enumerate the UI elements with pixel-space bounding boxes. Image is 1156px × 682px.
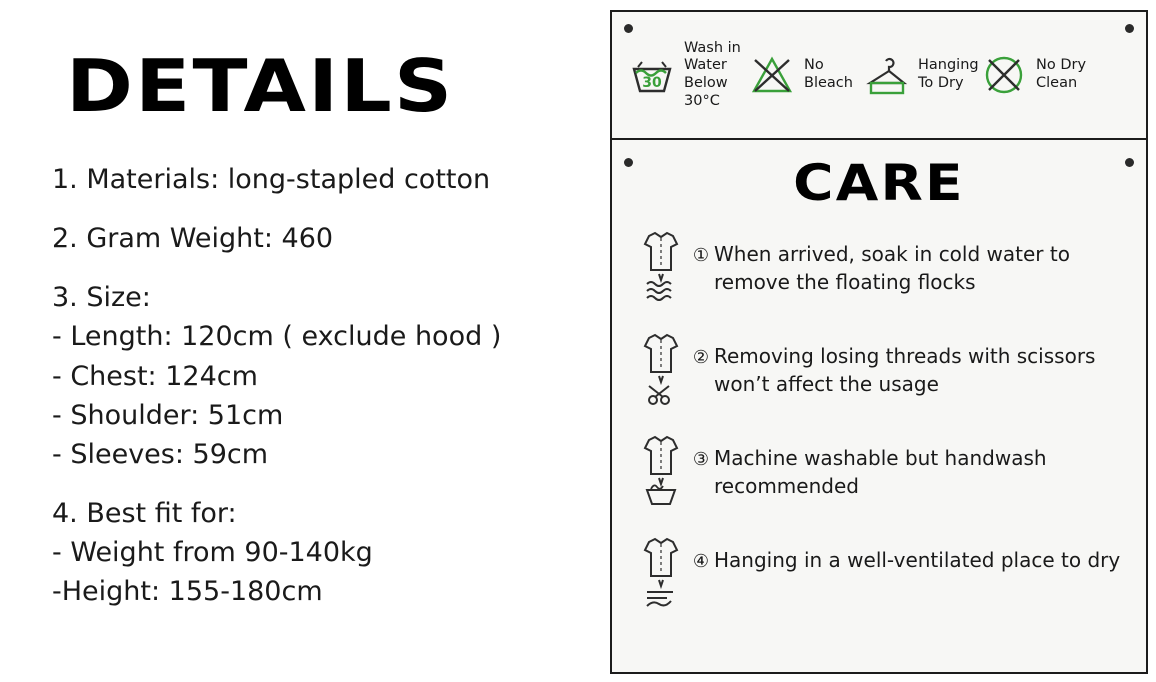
details-item-materials: 1. Materials: long-stapled cotton [52,164,491,195]
screw-dot-top-right-icon [1125,24,1134,33]
wash-symbol-label-3: Hanging To Dry [918,57,979,91]
care-list-item [612,534,1146,610]
details-item-best-fit-heading: 4. Best fit for: [52,497,237,529]
care-item-text: Hanging in a well-ventilated place to dry [714,548,1121,572]
wash-symbol-label-4: No Dry Clean [1036,57,1087,91]
shirt-air-dry-icon [634,534,688,610]
details-list [52,160,592,611]
care-item-number: ③ [692,449,710,470]
care-panel [610,10,1148,674]
wash-symbol-label-1: Wash in Water Below 30°C [684,39,741,109]
screw-dot-top-left-icon [624,24,633,33]
details-item-height-range: -Height: 155-180cm [52,576,323,608]
care-item-text: Machine washable but handwash recommended [714,446,1047,498]
shirt-soak-water-icon [634,228,688,304]
wash-symbol-no-bleach [746,49,856,101]
care-section [612,140,1146,672]
details-item-gram-weight: 2. Gram Weight: 460 [52,223,334,255]
shirt-handwash-icon [634,432,688,508]
wash-symbols-strip [612,12,1146,140]
wash-symbol-hang-dry [860,49,979,101]
care-list-item [612,432,1146,508]
hanging-to-dry-hanger-icon [860,49,912,101]
wash-symbol-label-2: No Bleach [804,57,853,91]
care-item-number: ② [692,347,710,368]
details-item-length: - Length: 120cm ( exclude hood ) [52,321,502,353]
care-list-item [612,228,1146,304]
details-item-weight-range: - Weight from 90-140kg [52,537,373,569]
wash-symbol-no-dry-clean [978,49,1090,101]
no-dry-clean-circle-icon [978,49,1030,101]
details-item-size-heading: 3. Size: [52,282,151,314]
care-title: CARE [793,154,965,212]
care-instructions-list [612,228,1146,610]
wash-tub-30-icon [626,49,678,101]
care-item-text: Removing losing threads with scissors won’t affect the usage [714,344,1096,396]
care-item-text: When arrived, soak in cold water to remove the floating flocks [714,242,1070,294]
care-item-number: ① [692,245,710,266]
wash-symbol-wash-30 [626,40,742,111]
details-title: DETAILS [66,44,455,128]
care-list-item [612,330,1146,406]
no-bleach-triangle-icon [746,49,798,101]
care-item-number: ④ [692,551,710,572]
details-item-shoulder: - Shoulder: 51cm [52,399,284,431]
wash-temperature-label: 30 [642,75,662,91]
details-item-sleeves: - Sleeves: 59cm [52,438,269,470]
details-item-chest: - Chest: 124cm [52,360,258,392]
shirt-scissors-icon [634,330,688,406]
